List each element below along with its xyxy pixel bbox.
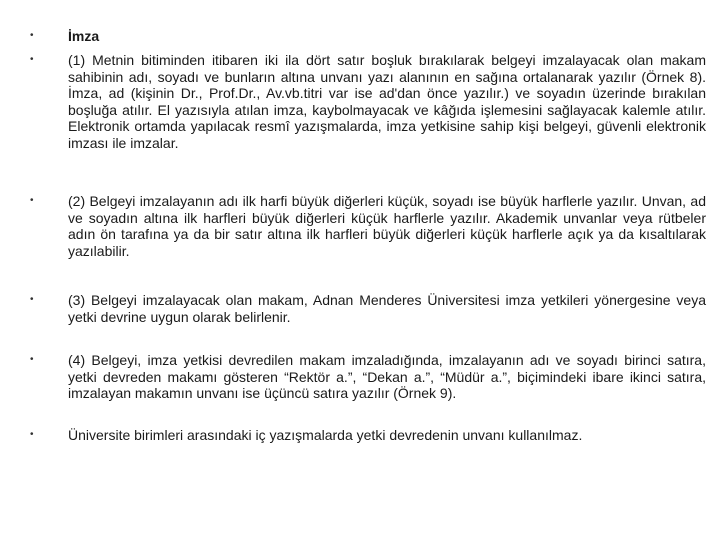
paragraph-4: (4) Belgeyi, imza yetkisi devredilen makam imzaladığında, imzalayanın adı ve soyadı birinci satıra, yetki devreden makamı gösteren “Rektör a.”, “Dekan a.”, “Müdür a.”, biçimindeki ibare ikinci satıra, imzalayan makamın unvanı ise üçüncü satıra yazılır (Örnek 9).: [68, 352, 706, 401]
paragraph-2: (2) Belgeyi imzalayanın adı ilk harfi büyük diğerleri küçük, soyadı ise büyük harflerle yazılır. Unvan, ad ve soyadın altına ilk harfleri büyük diğerleri küçük harflerle yazılır. Akademik unvanlar veya rütbeler adın ön tarafına ya da bir satır altına ilk harfleri büyük diğerleri küçük harflerle açık ya da kısaltılarak yazılabilir.: [68, 193, 706, 259]
paragraph-1: (1) Metnin bitiminden itibaren iki ila dört satır boşluk bırakılarak belgeyi imzalayacak olan makam sahibinin adı, soyadı ve bunların altına unvanı yazı alanının en sağına ortalanarak yazılır (Örnek 8). İmza, ad (kişinin Dr., Prof.Dr., Av.vb.titri var ise ad'dan önce yazılır.) ve soyadın üzerinde bırakılan boşluğa atılır. El yazısıyla atılan imza, kaybolmayacak ve kâğıda işlemesini sağlayacak kalemle atılır. Elektronik ortamda yapılacak resmî yazışmalarda, imza yetkisine sahip kişi belgeyi, güvenli elektronik imzası ile imzalar.: [68, 52, 706, 151]
list-item-paragraph-2: [30, 193, 706, 259]
list-item-paragraph-3: [30, 292, 706, 325]
bullet-icon: •: [30, 30, 34, 41]
list-item-paragraph-1: [30, 52, 706, 151]
paragraph-3: (3) Belgeyi imzalayacak olan makam, Adnan Menderes Üniversitesi imza yetkileri yönergesine veya yetki devrine uygun olarak belirlenir.: [68, 292, 706, 325]
bullet-icon: •: [30, 294, 34, 305]
bullet-icon: •: [30, 429, 34, 440]
section-heading: İmza: [68, 28, 100, 44]
bullet-icon: •: [30, 354, 34, 365]
list-item-heading: [30, 28, 706, 45]
paragraph-5: Üniversite birimleri arasındaki iç yazışmalarda yetki devredenin unvanı kullanılmaz.: [68, 427, 583, 443]
list-item-paragraph-4: [30, 352, 706, 402]
list-item-paragraph-5: [30, 427, 706, 444]
bullet-icon: •: [30, 54, 34, 65]
bullet-icon: •: [30, 195, 34, 206]
